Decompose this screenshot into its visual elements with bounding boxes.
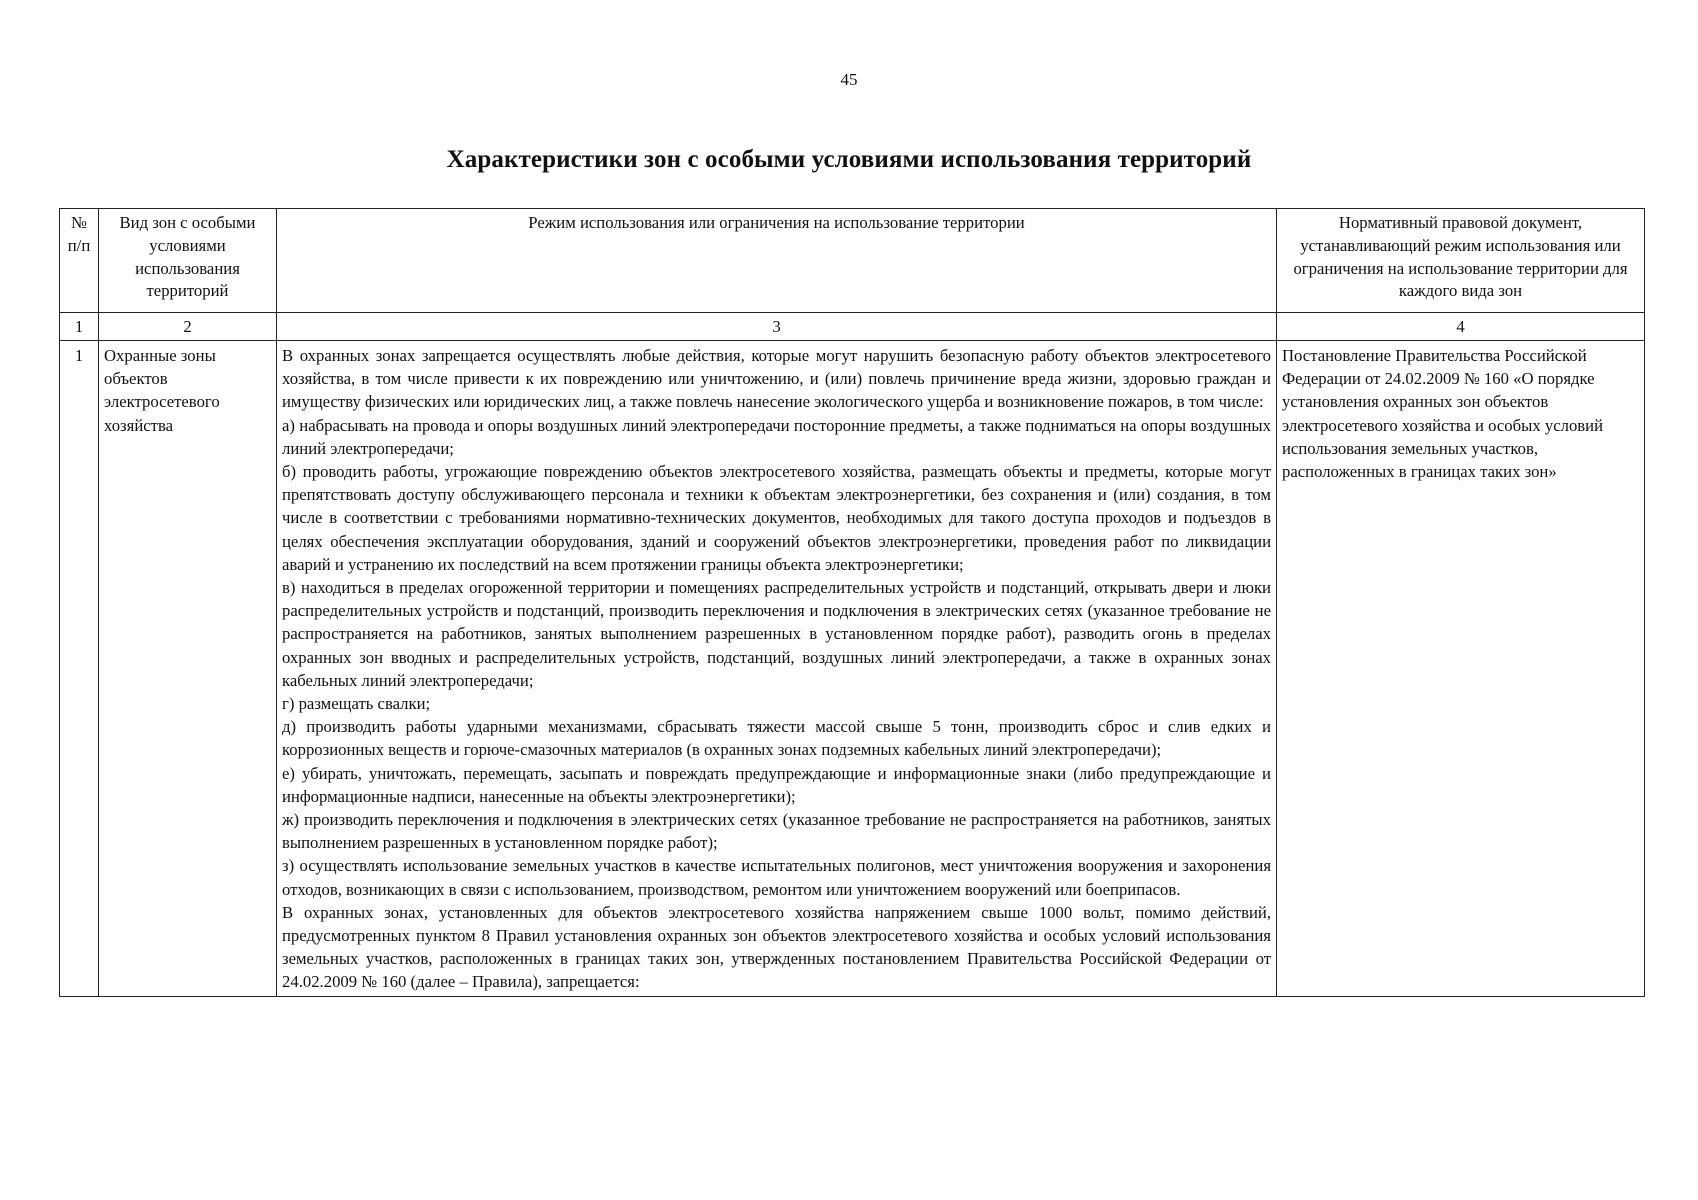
table-header-row — [60, 209, 1645, 313]
table-row — [60, 341, 1645, 997]
page-number: 45 — [840, 70, 858, 89]
regime-paragraph: в) находиться в пределах огороженной территории и помещениях распределительных устройств и подстанций, открывать двери и люки распределительных устройств и подстанций, производить переключения и подключения в электрических сетях (указанное требование не распространяется на работников, занятых выполнением разрешенных в установленном порядке работ), разводить огонь в пределах охранных зон вводных и распределительных устройств, подстанций, воздушных линий электропередачи, а также в охранных зонах кабельных линий электропередачи; — [282, 578, 1271, 690]
row-number: 1 — [60, 341, 99, 997]
header-regime: Режим использования или ограничения на использование территории — [277, 209, 1277, 313]
header-number: № п/п — [60, 209, 99, 313]
regime-paragraph: д) производить работы ударными механизмами, сбрасывать тяжести массой свыше 5 тонн, производить сброс и слив едких и коррозионных веществ и горюче-смазочных материалов (в охранных зонах подземных кабельных линий электропередачи); — [282, 717, 1271, 760]
regime-paragraph: а) набрасывать на провода и опоры воздушных линий электропередачи посторонние предметы, а также подниматься на опоры воздушных линий электропередачи; — [282, 415, 1271, 458]
regime-paragraph: е) убирать, уничтожать, перемещать, засыпать и повреждать предупреждающие и информационные знаки (либо предупреждающие и информационные надписи, нанесенные на объекты электроэнергетики); — [282, 763, 1271, 806]
regime-paragraph: В охранных зонах, установленных для объектов электросетевого хозяйства напряжением свыше 1000 вольт, помимо действий, предусмотренных пунктом 8 Правил установления охранных зон объектов электросетевого хозяйства и особых условий использования земельных участков, расположенных в границах таких зон, утвержденных постановлением Правительства Российской Федерации от 24.02.2009 № 160 (далее – Правила), запрещается: — [282, 902, 1271, 992]
regime-paragraph: г) размещать свалки; — [282, 694, 431, 714]
column-number: 1 — [60, 313, 99, 341]
header-zone-type: Вид зон с особыми условиями использования территорий — [99, 209, 277, 313]
page-title: Характеристики зон с особыми условиями использования территорий — [446, 146, 1252, 173]
regime-paragraph: з) осуществлять использование земельных участков в качестве испытательных полигонов, мест уничтожения вооружения и захоронения отходов, возникающих в связи с использованием, производством, ремонтом или уничтожением вооружений или боеприпасов. — [282, 856, 1271, 899]
regime-paragraph: В охранных зонах запрещается осуществлять любые действия, которые могут нарушить безопасную работу объектов электросетевого хозяйства, в том числе привести к их повреждению или уничтожению, и (или) повлечь причинение вреда жизни, здоровью граждан и имуществу физических или юридических лиц, а также повлечь нанесение экологического ущерба и возникновение пожаров, в том числе: — [282, 346, 1271, 412]
regime-paragraph: ж) производить переключения и подключения в электрических сетях (указанное требование не распространяется на работников, занятых выполнением разрешенных в установленном порядке работ); — [282, 810, 1271, 853]
column-number: 2 — [99, 313, 277, 341]
header-normative-document: Нормативный правовой документ, устанавливающий режим использования или ограничения на использование территории для каждого вида зон — [1277, 209, 1645, 313]
column-number: 3 — [277, 313, 1277, 341]
zones-table — [59, 208, 1645, 997]
regime-cell — [277, 341, 1277, 997]
column-numbers-row — [60, 313, 1645, 341]
zone-type-cell: Охранные зоны объектов электросетевого хозяйства — [99, 341, 277, 997]
column-number: 4 — [1277, 313, 1645, 341]
normative-document-cell: Постановление Правительства Российской Федерации от 24.02.2009 № 160 «О порядке установления охранных зон объектов электросетевого хозяйства и особых условий использования земельных участков, расположенных в границах таких зон» — [1277, 341, 1645, 997]
regime-paragraph: б) проводить работы, угрожающие повреждению объектов электросетевого хозяйства, размещать объекты и предметы, которые могут препятствовать доступу обслуживающего персонала и техники к объектам электроэнергетики, без сохранения и (или) создания, в том числе в соответствии с требованиями нормативно-технических документов, необходимых для такого доступа проходов и подъездов в целях обеспечения эксплуатации оборудования, зданий и сооружений объектов электроэнергетики, проведения работ по ликвидации аварий и устранению их последствий на всем протяжении границы объекта электроэнергетики; — [282, 462, 1271, 574]
